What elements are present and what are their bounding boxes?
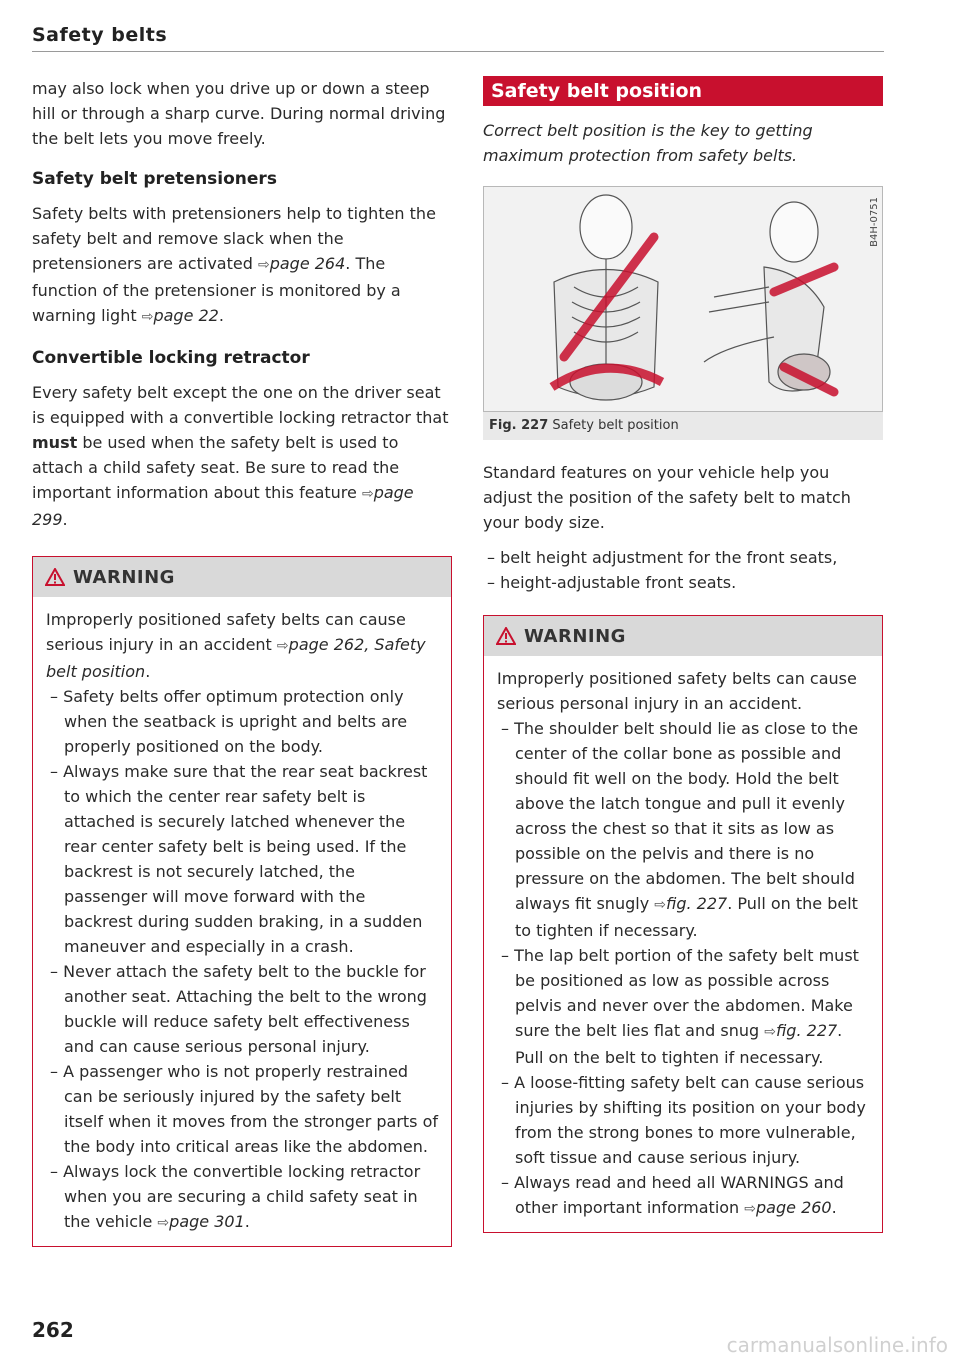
warning-body [484, 656, 882, 1232]
page-link[interactable]: ⇨page 260 [744, 1198, 832, 1217]
figure-illustration [483, 186, 883, 412]
list-item: – The lap belt portion of the safety belt must be positioned as low as possible across pelvis and never over the abdomen. Make sure the belt lies flat and snug ⇨fig. 227. Pull on the belt to tighten if necessary. [501, 946, 859, 1067]
arrow-right-icon: ⇨ [361, 486, 374, 502]
warning-intro: Improperly positioned safety belts can cause serious personal injury in an accident. [497, 669, 857, 713]
warning-box [483, 615, 883, 1233]
list-item: – A loose-fitting safety belt can cause serious injuries by shifting its position on your body from the strong bones to more vulnerable, soft tissue and cause serious injury. [501, 1073, 866, 1167]
warning-header [33, 557, 451, 597]
warning-title: WARNING [73, 566, 175, 588]
figure-code: B4H-0751 [869, 197, 880, 247]
left-column [32, 76, 452, 1247]
watermark: carmanualsonline.info [726, 1333, 948, 1357]
heading-pretensioners: Safety belt pretensioners [32, 169, 277, 189]
arrow-right-icon: ⇨ [654, 897, 666, 913]
warning-triangle-icon [496, 627, 516, 645]
arrow-right-icon: ⇨ [141, 309, 154, 325]
list-item: – A passenger who is not properly restrained can be seriously injured by the safety belt itself when it moves from the stronger parts of the body into critical areas like the abdomen. [50, 1062, 439, 1156]
figure-link[interactable]: ⇨fig. 227 [654, 894, 728, 913]
warning-header [484, 616, 882, 656]
figure-link[interactable]: ⇨fig. 227 [764, 1021, 838, 1040]
page-title: Safety belts [32, 24, 168, 46]
figure-caption: Fig. 227 Safety belt position [483, 412, 883, 440]
list-item: – height-adjustable front seats. [487, 573, 737, 592]
arrow-right-icon: ⇨ [764, 1024, 776, 1040]
safety-belt-illustration [484, 187, 882, 411]
section-intro: Correct belt position is the key to getting maximum protection from safety belts. [483, 121, 813, 165]
section-heading: Safety belt position [483, 76, 883, 106]
paragraph-standard-features: Standard features on your vehicle help you adjust the position of the safety belt to match your body size. [483, 463, 851, 532]
page-link[interactable]: ⇨page 264 [257, 254, 346, 273]
list-item: – Never attach the safety belt to the buckle for another seat. Attaching the belt to the wrong buckle will reduce safety belt effectiveness and can cause serious personal injury. [50, 962, 427, 1056]
arrow-right-icon: ⇨ [744, 1201, 757, 1217]
arrow-right-icon: ⇨ [157, 1215, 170, 1231]
list-item: – Always make sure that the rear seat backrest to which the center rear safety belt is attached is securely latched whenever the rear center safety belt is being used. If the backrest is not securely latched, the passenger will move forward with the backrest during sudden braking, in a sudden maneuver and especially in a crash. [50, 762, 428, 956]
page-link[interactable]: ⇨page 301 [157, 1212, 245, 1231]
page-link[interactable]: ⇨page 22 [141, 306, 219, 325]
page-link[interactable]: ⇨page 262, Safety belt position [46, 635, 426, 681]
arrow-right-icon: ⇨ [276, 638, 289, 654]
warning-box [32, 556, 452, 1247]
page-link[interactable]: ⇨page 299 [32, 483, 414, 529]
list-item: – Safety belts offer optimum protection only when the seatback is upright and belts are properly positioned on the body. [50, 687, 408, 756]
right-column [483, 76, 883, 1233]
arrow-right-icon: ⇨ [257, 257, 270, 273]
warning-intro: Improperly positioned safety belts can cause serious injury in an accident ⇨page 262, Safety belt position. [46, 610, 426, 681]
warning-title: WARNING [524, 625, 626, 647]
page-number: 262 [32, 1318, 74, 1342]
list-item: – Always lock the convertible locking retractor when you are securing a child safety seat in the vehicle ⇨page 301. [50, 1162, 421, 1231]
warning-triangle-icon [45, 568, 65, 586]
list-item: – Always read and heed all WARNINGS and other important information ⇨page 260. [501, 1173, 844, 1217]
title-divider [32, 51, 884, 52]
paragraph-retractor: Every safety belt except the one on the driver seat is equipped with a convertible locking retractor that must be used when the safety belt is used to attach a child safety seat. Be sure to read the important information about this feature ⇨page 299. [32, 383, 449, 529]
warning-body [33, 597, 451, 1246]
list-item: – The shoulder belt should lie as close to the center of the collar bone as possible and should fit well on the body. Hold the belt above the latch tongue and pull it evenly across the chest so that it sits as low as possible on the pelvis and there is no pressure on the abdomen. The belt should always fit snugly ⇨fig. 227. Pull on the belt to tighten if necessary. [501, 719, 859, 940]
list-item: – belt height adjustment for the front seats, [487, 548, 838, 567]
heading-convertible-retractor: Convertible locking retractor [32, 348, 310, 368]
paragraph-belt-lock: may also lock when you drive up or down a steep hill or through a sharp curve. During normal driving the belt lets you move freely. [32, 79, 446, 148]
paragraph-pretensioners: Safety belts with pretensioners help to tighten the safety belt and remove slack when the pretensioners are activated ⇨page 264. The function of the pretensioner is monitored by a warning light ⇨page 22. [32, 204, 436, 325]
